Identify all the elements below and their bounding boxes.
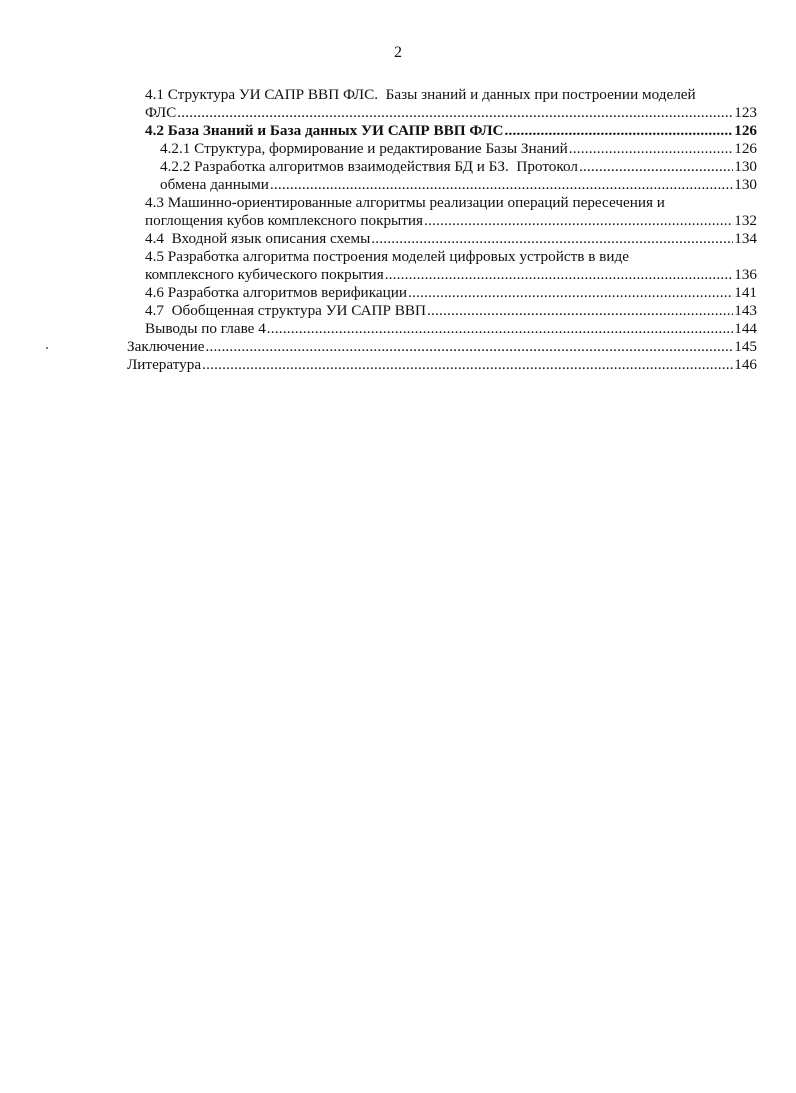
scan-speck <box>46 347 48 349</box>
toc-page-number: 144 <box>734 320 757 337</box>
toc-page-number: 146 <box>734 356 757 373</box>
leader-dots <box>205 338 733 356</box>
toc-page-number: 145 <box>734 338 757 355</box>
toc-entry-4-4[interactable] <box>145 230 757 248</box>
toc-entry-text: 4.1 Структура УИ САПР ВВП ФЛС. Базы знаний и данных при построении моделей <box>145 86 696 103</box>
toc-entry-text: 4.2.2 Разработка алгоритмов взаимодействия БД и БЗ. Протокол <box>160 158 578 175</box>
toc-entry-text: 4.7 Обобщенная структура УИ САПР ВВП <box>145 302 426 319</box>
leader-dots <box>371 230 733 248</box>
toc-entry-4-2-2-line2[interactable] <box>160 176 757 194</box>
toc-entry-chapter4-conclusions[interactable] <box>145 320 757 338</box>
toc-entry-4-1-line2[interactable] <box>145 104 757 122</box>
toc-page-number: 134 <box>734 230 757 247</box>
toc-entry-4-6[interactable] <box>145 284 757 302</box>
toc-page-number: 126 <box>734 122 757 139</box>
toc-page-number: 126 <box>734 140 757 157</box>
leader-dots <box>267 320 733 338</box>
leader-dots <box>177 104 733 122</box>
toc-entry-4-2-2-line1[interactable] <box>160 158 757 176</box>
toc-page-number: 143 <box>734 302 757 319</box>
toc-page-number: 136 <box>734 266 757 283</box>
toc-entry-text: ФЛС <box>145 104 177 121</box>
leader-dots <box>505 122 734 140</box>
toc-entry-text: 4.2 База Знаний и База данных УИ САПР ВВП ФЛС <box>145 122 504 139</box>
toc-entry-text: Выводы по главе 4 <box>145 320 266 337</box>
leader-dots <box>579 158 733 176</box>
toc-entry-text: 4.2.1 Структура, формирование и редактирование Базы Знаний <box>160 140 568 157</box>
toc-entry-text: 4.3 Машинно-ориентированные алгоритмы реализации операций пересечения и <box>145 194 665 211</box>
toc-entry-text: 4.5 Разработка алгоритма построения моделей цифровых устройств в виде <box>145 248 629 265</box>
toc-page-number: 141 <box>734 284 757 301</box>
toc-entry-text: Литература <box>127 356 202 373</box>
toc-page-number: 123 <box>734 104 757 121</box>
toc-entry-4-3-line2[interactable] <box>145 212 757 230</box>
toc-entry-literature[interactable] <box>127 356 757 374</box>
toc-entry-text: комплексного кубического покрытия <box>145 266 384 283</box>
toc-entry-text: Заключение <box>127 338 205 355</box>
leader-dots <box>569 140 733 158</box>
toc-page-number: 130 <box>734 176 757 193</box>
toc-entry-4-5-line1 <box>145 248 757 266</box>
toc-entry-text: 4.4 Входной язык описания схемы <box>145 230 371 247</box>
toc-entry-4-2[interactable] <box>145 122 757 140</box>
toc-entry-4-2-1[interactable] <box>160 140 757 158</box>
toc-page-number: 132 <box>734 212 757 229</box>
leader-dots <box>427 302 733 320</box>
toc-page-number: 130 <box>734 158 757 175</box>
leader-dots <box>202 356 733 374</box>
toc-entry-text: обмена данными <box>160 176 269 193</box>
toc-entry-4-5-line2[interactable] <box>145 266 757 284</box>
toc-entry-4-7[interactable] <box>145 302 757 320</box>
toc-entry-text: 4.6 Разработка алгоритмов верификации <box>145 284 407 301</box>
toc-entry-conclusion[interactable] <box>127 338 757 356</box>
page-number: 2 <box>394 44 402 61</box>
leader-dots <box>408 284 733 302</box>
leader-dots <box>424 212 733 230</box>
leader-dots <box>270 176 733 194</box>
toc-entry-4-1-line1 <box>145 86 757 104</box>
toc-entry-text: поглощения кубов комплексного покрытия <box>145 212 423 229</box>
leader-dots <box>385 266 734 284</box>
toc-entry-4-3-line1 <box>145 194 757 212</box>
